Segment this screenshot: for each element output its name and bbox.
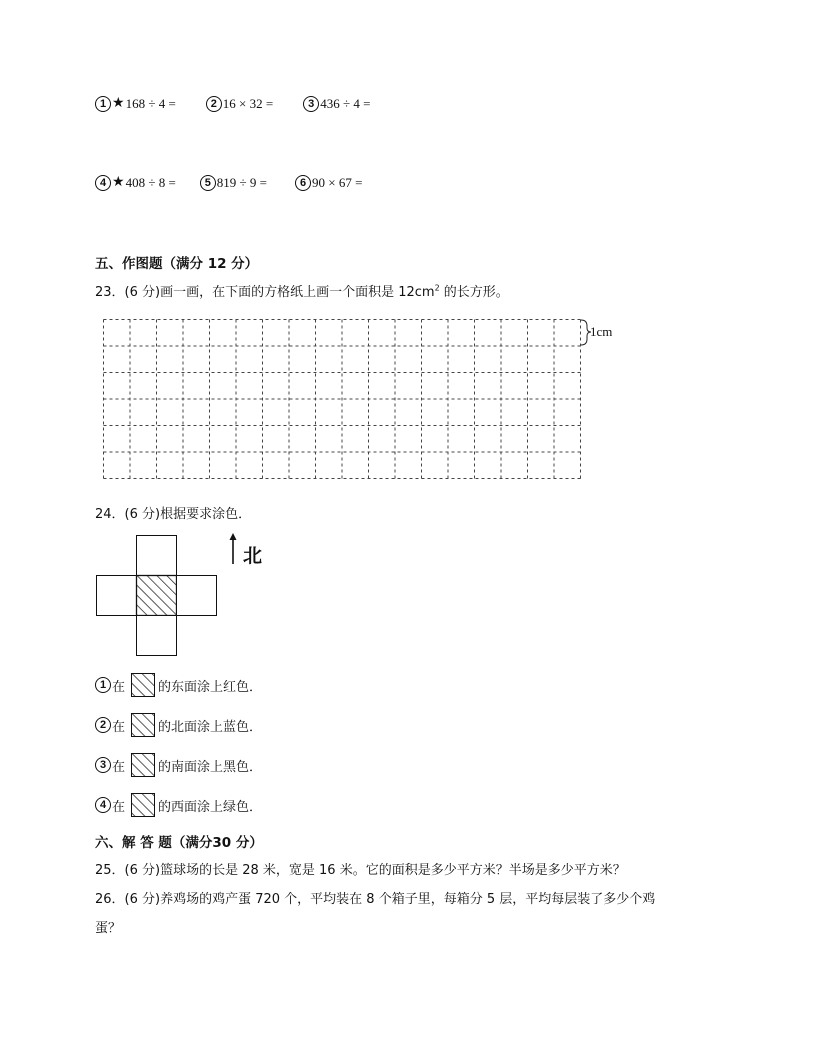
circled-number: 3 <box>303 96 319 112</box>
question-23-text-end: 的长方形。 <box>439 285 509 300</box>
west-square <box>97 576 137 616</box>
south-square <box>137 616 177 656</box>
task-text-prefix: 在 <box>112 799 126 815</box>
question-26-line-2: 蛋？ <box>95 921 122 936</box>
task-text-prefix: 在 <box>112 679 126 695</box>
circled-number: 2 <box>95 717 111 733</box>
calc-expression: 819 ÷ 9 = <box>216 174 267 190</box>
question-26-line-1: 26．(6 分)养鸡场的鸡产蛋 720 个，平均装在 8 个箱子里，每箱分 5 层，平均每层装了多少个鸡 <box>95 892 656 907</box>
circled-number: 4 <box>95 175 111 191</box>
unit-label: 1cm <box>590 324 613 339</box>
circled-number: 1 <box>95 677 111 693</box>
circled-number: 2 <box>206 96 222 112</box>
calc-row-1 <box>95 95 370 112</box>
calc-expression: 90 × 67 = <box>312 174 363 190</box>
cross-figure[interactable] <box>96 535 220 662</box>
hatched-square-icon <box>131 713 155 737</box>
east-square <box>177 576 217 616</box>
calc-item-2 <box>206 96 273 112</box>
hatched-square-icon <box>131 793 155 817</box>
circled-number: 3 <box>95 757 111 773</box>
north-square <box>137 536 177 576</box>
task-text-suffix: 的南面涂上黑色． <box>158 759 263 775</box>
calc-item-5 <box>200 175 267 191</box>
circled-number: 1 <box>95 96 111 112</box>
hatched-square-icon <box>131 753 155 777</box>
section-5-title: 五、作图题（满分 12 分） <box>95 256 259 272</box>
circled-number: 5 <box>200 175 216 191</box>
calc-item-4 <box>95 174 176 191</box>
task-text-prefix: 在 <box>112 719 126 735</box>
calc-expression: 408 ÷ 8 = <box>125 174 176 190</box>
question-23-text: 23．(6 分)画一画，在下面的方格纸上画一个面积是 12cm <box>95 285 435 300</box>
calc-expression: 16 × 32 = <box>222 95 274 111</box>
circled-number: 6 <box>295 175 311 191</box>
calc-expression: 436 ÷ 4 = <box>320 95 371 111</box>
superscript: 2 <box>434 283 440 293</box>
calc-item-6 <box>295 175 362 191</box>
calc-expression: 168 ÷ 4 = <box>125 95 176 111</box>
coloring-task-1 <box>95 673 262 697</box>
task-text-prefix: 在 <box>112 759 126 775</box>
north-label: 北 <box>243 545 263 567</box>
cross-figure-svg[interactable] <box>96 535 220 657</box>
question-23 <box>95 281 509 300</box>
grid-svg[interactable] <box>103 318 623 482</box>
task-text-suffix: 的东面涂上红色． <box>158 679 263 695</box>
coloring-task-3 <box>95 753 262 777</box>
north-indicator <box>228 532 238 571</box>
coloring-task-2 <box>95 713 262 737</box>
task-text-suffix: 的西面涂上绿色． <box>158 799 263 815</box>
calc-item-3 <box>303 96 370 112</box>
calc-row-2 <box>95 174 362 191</box>
star-icon: ★ <box>112 175 125 190</box>
hatched-square-icon <box>131 673 155 697</box>
question-25: 25．(6 分)篮球场的长是 28 米，宽是 16 米。它的面积是多少平方米？半场是多少平方米？ <box>95 863 626 878</box>
circled-number: 4 <box>95 797 111 813</box>
section-6-title: 六、解 答 题（满分30 分） <box>95 835 263 851</box>
calc-item-1 <box>95 95 176 112</box>
star-icon: ★ <box>112 96 125 111</box>
square-grid-paper[interactable] <box>103 318 623 487</box>
question-24: 24．(6 分)根据要求涂色． <box>95 507 252 522</box>
task-text-suffix: 的北面涂上蓝色． <box>158 719 263 735</box>
north-arrow-icon <box>228 532 238 566</box>
center-hatched-square <box>137 576 177 616</box>
coloring-task-4 <box>95 793 262 817</box>
